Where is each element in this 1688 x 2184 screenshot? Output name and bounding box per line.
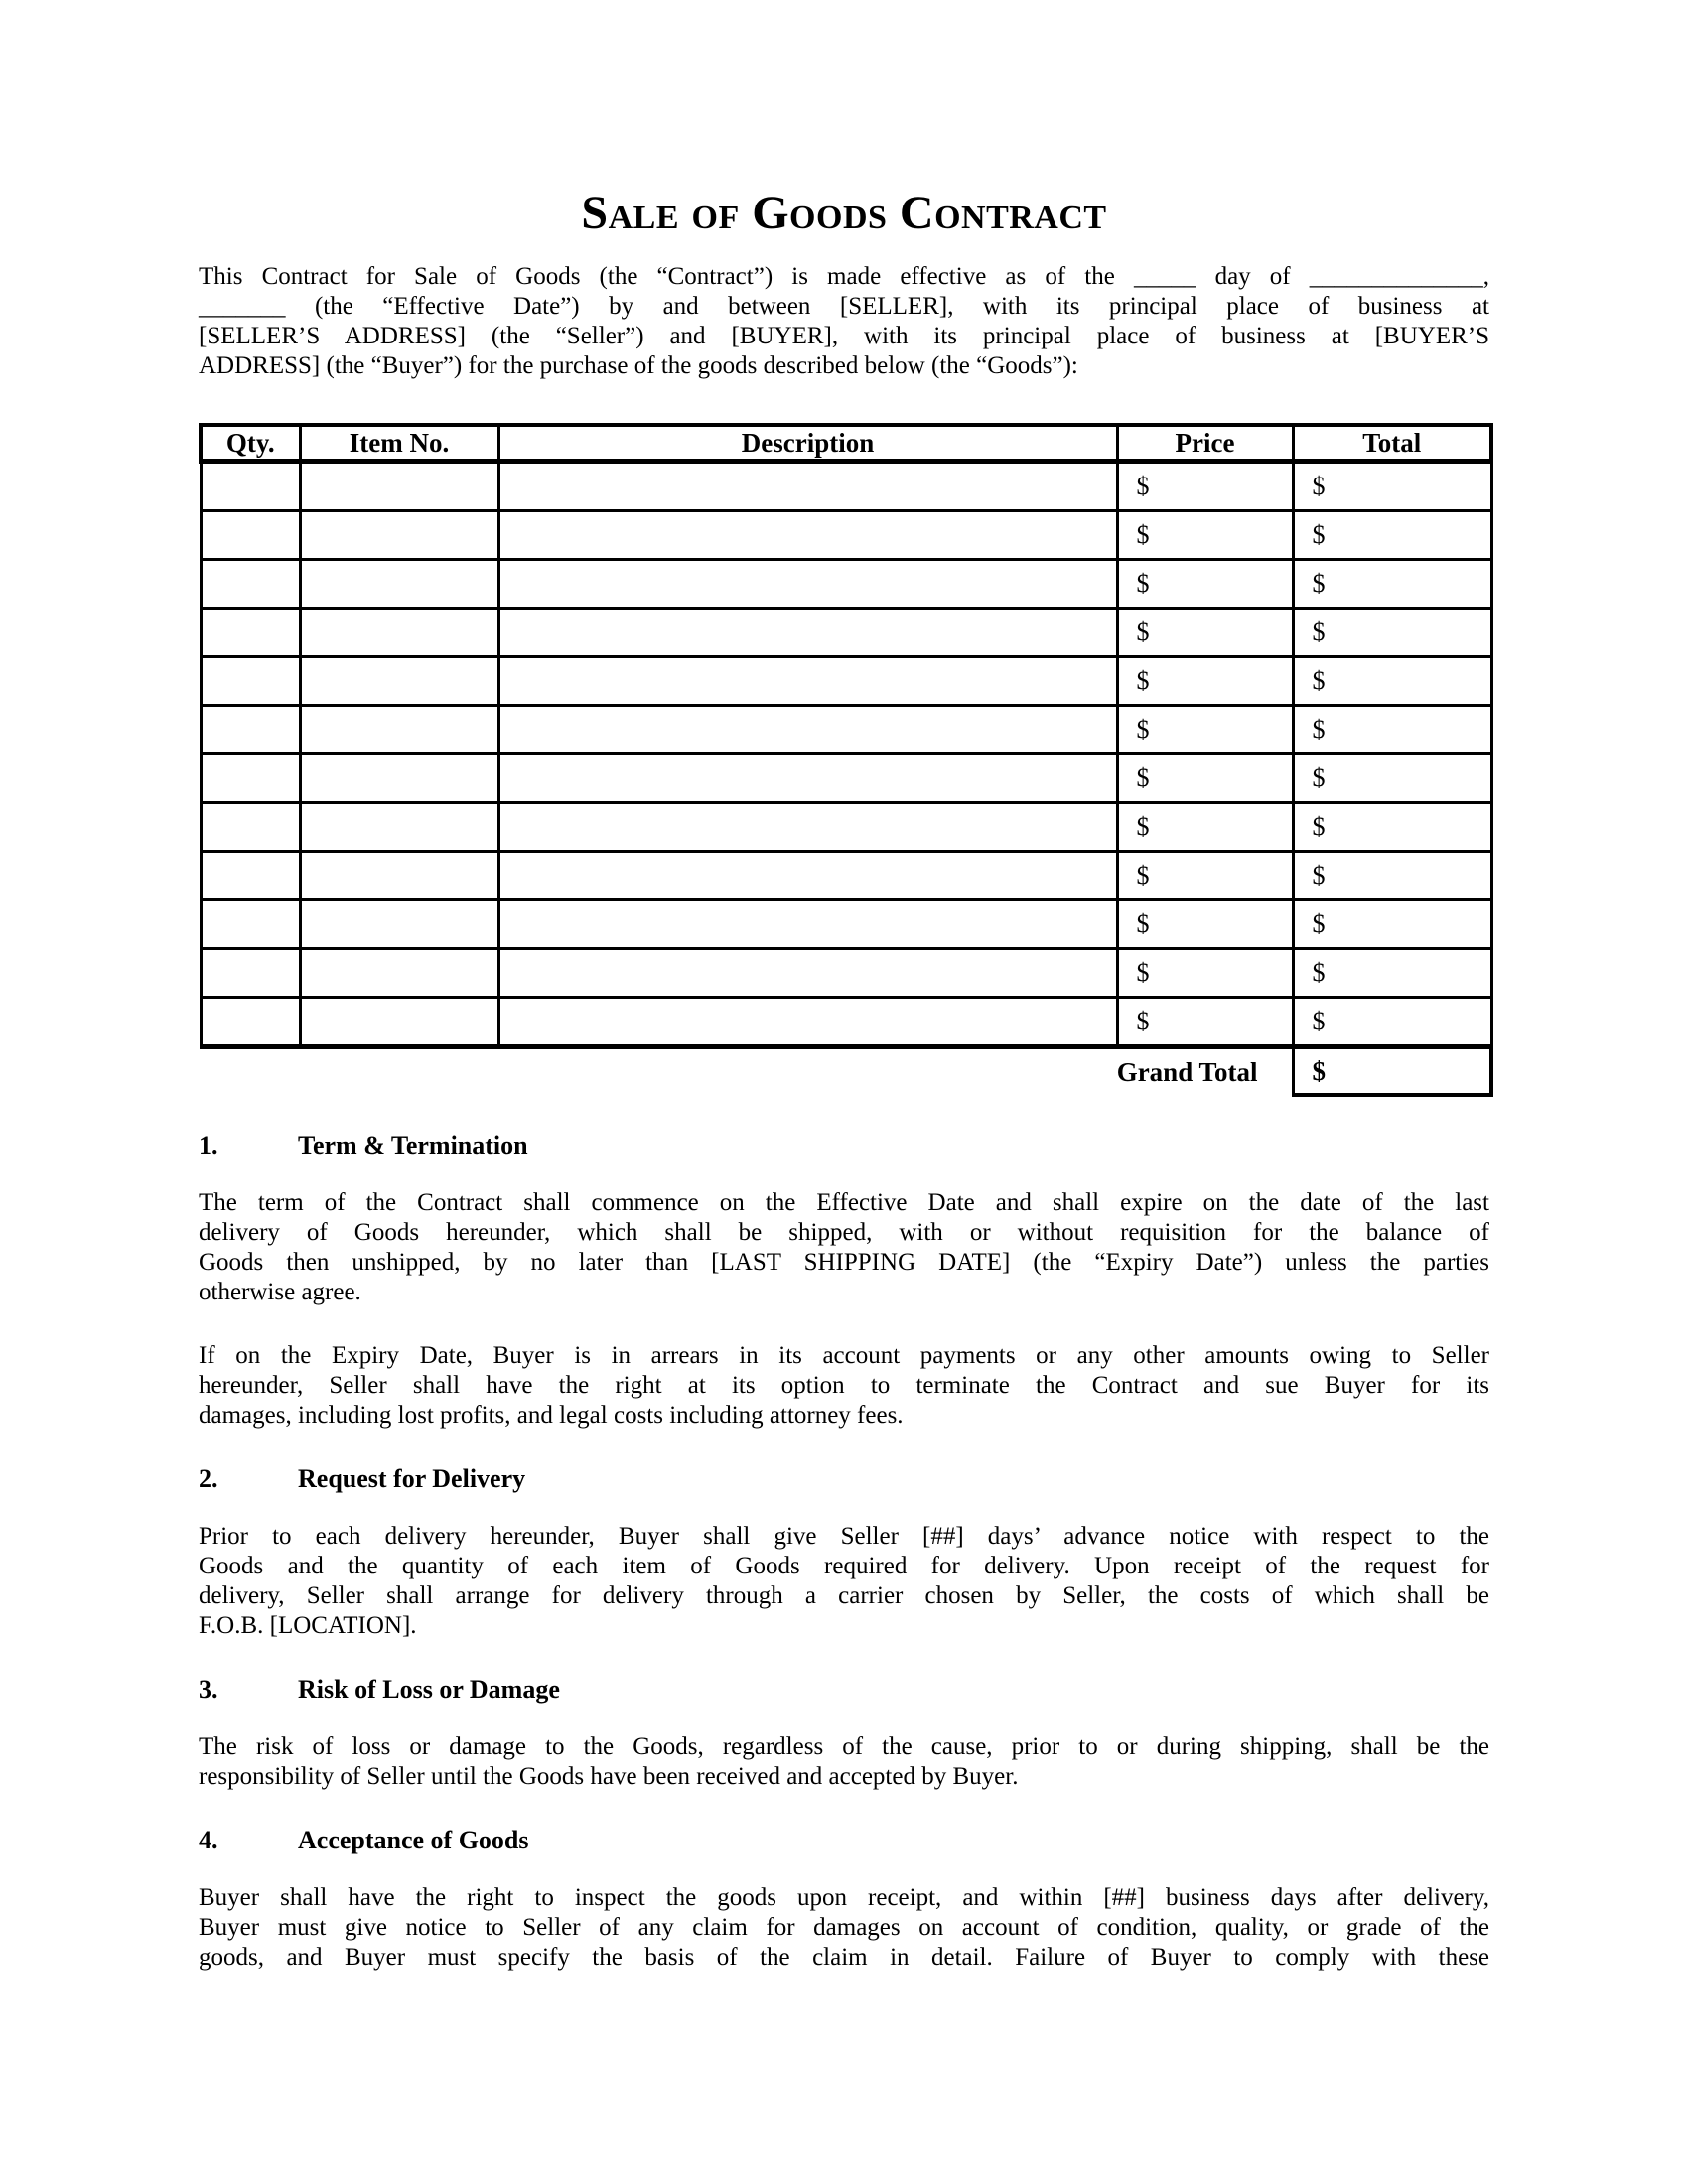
section-title: Term & Termination — [298, 1131, 528, 1160]
description-cell — [498, 609, 1117, 657]
total-cell: $ — [1293, 754, 1491, 803]
item-no-cell — [300, 852, 498, 900]
item-no-cell — [300, 754, 498, 803]
price-cell: $ — [1117, 657, 1293, 706]
col-header-description: Description — [498, 425, 1117, 462]
qty-cell — [201, 609, 300, 657]
col-header-item-no: Item No. — [300, 425, 498, 462]
total-cell: $ — [1293, 803, 1491, 852]
qty-cell — [201, 706, 300, 754]
grand-total-label: Grand Total — [1116, 1056, 1258, 1087]
paragraph-line: responsibility of Seller until the Goods have been received and accepted by Buyer. — [199, 1763, 1019, 1790]
goods-table — [199, 423, 1493, 1097]
description-cell — [498, 657, 1117, 706]
description-cell — [498, 462, 1117, 511]
item-no-cell — [300, 657, 498, 706]
table-row — [201, 462, 1491, 511]
description-cell — [498, 900, 1117, 949]
paragraph-line: Buyer must give notice to Seller of any claim for damages on account of condition, quality, or grade of the — [199, 1914, 1489, 1941]
price-cell: $ — [1117, 949, 1293, 998]
paragraph-line: The term of the Contract shall commence on the Effective Date and shall expire on the date of the last — [199, 1189, 1489, 1216]
item-no-cell — [300, 511, 498, 560]
section-heading — [199, 1826, 1489, 1855]
section-heading — [199, 1464, 1489, 1494]
item-no-cell — [300, 462, 498, 511]
qty-cell — [201, 803, 300, 852]
description-cell — [498, 511, 1117, 560]
table-row — [201, 803, 1491, 852]
total-cell: $ — [1293, 657, 1491, 706]
item-no-cell — [300, 560, 498, 609]
qty-cell — [201, 949, 300, 998]
section-paragraph — [199, 1341, 1489, 1431]
section-title: Request for Delivery — [298, 1464, 526, 1493]
paragraph-line: Prior to each delivery hereunder, Buyer shall give Seller [##] days’ advance notice with respect to the — [199, 1523, 1489, 1550]
item-no-cell — [300, 609, 498, 657]
total-cell: $ — [1293, 511, 1491, 560]
section-number: 3. — [199, 1675, 218, 1704]
section-heading — [199, 1675, 1489, 1705]
item-no-cell — [300, 803, 498, 852]
intro-line: ADDRESS] (the “Buyer”) for the purchase of the goods described below (the “Goods”): — [199, 352, 1078, 379]
grand-total-row — [201, 1047, 1491, 1096]
paragraph-line: If on the Expiry Date, Buyer is in arrears in its account payments or any other amounts owing to Seller — [199, 1342, 1489, 1369]
item-no-cell — [300, 706, 498, 754]
col-header-price: Price — [1117, 425, 1293, 462]
qty-cell — [201, 462, 300, 511]
item-no-cell — [300, 998, 498, 1047]
section-title: Risk of Loss or Damage — [298, 1675, 560, 1704]
paragraph-line: The risk of loss or damage to the Goods, regardless of the cause, prior to or during shipping, shall be the — [199, 1733, 1489, 1760]
total-cell: $ — [1293, 462, 1491, 511]
table-row — [201, 998, 1491, 1047]
qty-cell — [201, 657, 300, 706]
price-cell: $ — [1117, 998, 1293, 1047]
qty-cell — [201, 754, 300, 803]
price-cell: $ — [1117, 462, 1293, 511]
paragraph-line: delivery of Goods hereunder, which shall be shipped, with or without requisition for the balance of — [199, 1219, 1489, 1246]
table-header-row — [201, 425, 1491, 462]
paragraph-line: hereunder, Seller shall have the right at its option to terminate the Contract and sue Buyer for its — [199, 1372, 1489, 1399]
price-cell: $ — [1117, 852, 1293, 900]
qty-cell — [201, 511, 300, 560]
grand-total-value: $ — [1293, 1047, 1491, 1096]
intro-line: [SELLER’S ADDRESS] (the “Seller”) and [BUYER], with its principal place of business at [BUYER’S — [199, 323, 1489, 349]
qty-cell — [201, 560, 300, 609]
paragraph-line: Goods then unshipped, by no later than [LAST SHIPPING DATE] (the “Expiry Date”) unless the parties — [199, 1249, 1489, 1276]
total-cell: $ — [1293, 900, 1491, 949]
contract-sections — [199, 1131, 1489, 1973]
section-number: 1. — [199, 1131, 218, 1160]
item-no-cell — [300, 900, 498, 949]
item-no-cell — [300, 949, 498, 998]
table-row — [201, 949, 1491, 998]
table-row — [201, 560, 1491, 609]
section-paragraph — [199, 1522, 1489, 1641]
table-row — [201, 706, 1491, 754]
table-row — [201, 900, 1491, 949]
paragraph-line: F.O.B. [LOCATION]. — [199, 1612, 417, 1639]
total-cell: $ — [1293, 706, 1491, 754]
description-cell — [498, 560, 1117, 609]
table-row — [201, 609, 1491, 657]
section-number: 2. — [199, 1464, 218, 1493]
total-cell: $ — [1293, 609, 1491, 657]
paragraph-line: Buyer shall have the right to inspect the goods upon receipt, and within [##] business days after delivery, — [199, 1884, 1489, 1911]
price-cell: $ — [1117, 609, 1293, 657]
total-cell: $ — [1293, 852, 1491, 900]
table-row — [201, 657, 1491, 706]
section-heading — [199, 1131, 1489, 1160]
description-cell — [498, 803, 1117, 852]
table-row — [201, 511, 1491, 560]
table-row — [201, 754, 1491, 803]
col-header-total: Total — [1293, 425, 1491, 462]
description-cell — [498, 998, 1117, 1047]
description-cell — [498, 852, 1117, 900]
col-header-qty: Qty. — [201, 425, 300, 462]
qty-cell — [201, 900, 300, 949]
price-cell: $ — [1117, 560, 1293, 609]
page-content — [199, 0, 1489, 2006]
description-cell — [498, 754, 1117, 803]
section-number: 4. — [199, 1826, 218, 1854]
price-cell: $ — [1117, 900, 1293, 949]
section-paragraph — [199, 1883, 1489, 1973]
section-paragraph — [199, 1732, 1489, 1792]
intro-line: _______ (the “Effective Date”) by and between [SELLER], with its principal place of business at — [199, 293, 1489, 320]
price-cell: $ — [1117, 754, 1293, 803]
section-paragraph — [199, 1188, 1489, 1307]
qty-cell — [201, 998, 300, 1047]
document-title: Sale of Goods Contract — [581, 187, 1107, 239]
total-cell: $ — [1293, 949, 1491, 998]
description-cell — [498, 949, 1117, 998]
paragraph-line: delivery, Seller shall arrange for delivery through a carrier chosen by Seller, the costs of which shall be — [199, 1582, 1489, 1609]
intro-paragraph — [199, 262, 1489, 381]
paragraph-line: otherwise agree. — [199, 1279, 361, 1305]
paragraph-line: damages, including lost profits, and legal costs including attorney fees. — [199, 1402, 904, 1429]
total-cell: $ — [1293, 560, 1491, 609]
section-title: Acceptance of Goods — [298, 1826, 529, 1854]
price-cell: $ — [1117, 511, 1293, 560]
table-row — [201, 852, 1491, 900]
paragraph-line: goods, and Buyer must specify the basis of the claim in detail. Failure of Buyer to comply with these — [199, 1944, 1489, 1971]
intro-line: This Contract for Sale of Goods (the “Contract”) is made effective as of the _____ day of ______________, — [199, 263, 1489, 290]
total-cell: $ — [1293, 998, 1491, 1047]
paragraph-line: Goods and the quantity of each item of Goods required for delivery. Upon receipt of the request for — [199, 1553, 1489, 1579]
description-cell — [498, 706, 1117, 754]
price-cell: $ — [1117, 706, 1293, 754]
qty-cell — [201, 852, 300, 900]
price-cell: $ — [1117, 803, 1293, 852]
